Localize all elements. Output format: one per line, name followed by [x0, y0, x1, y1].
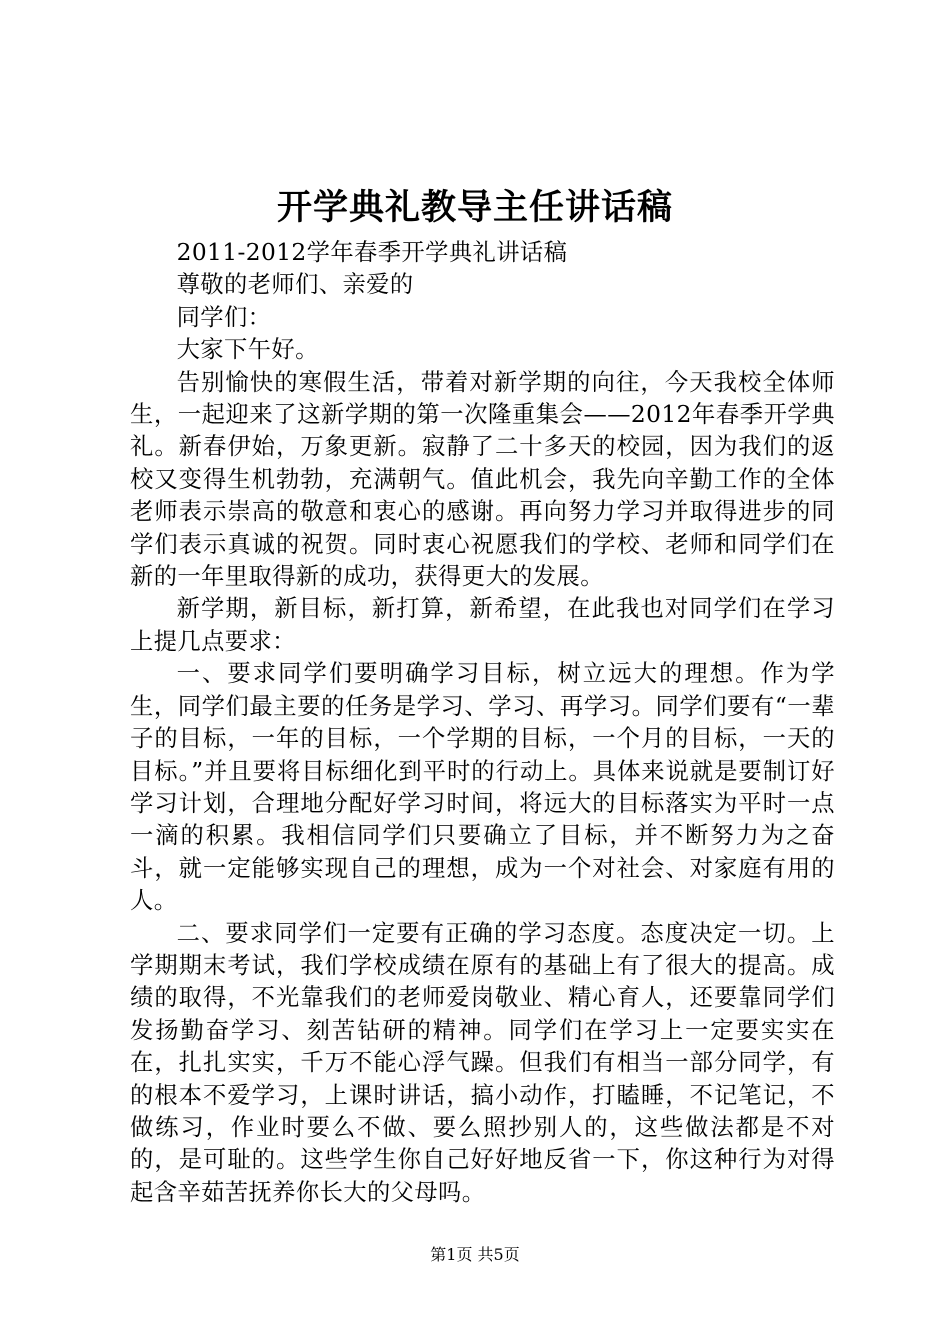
- document-body: [130, 237, 835, 1209]
- body-paragraph: 告别愉快的寒假生活，带着对新学期的向往，今天我校全体师生，一起迎来了这新学期的第一次隆重集会——2012年春季开学典礼。新春伊始，万象更新。寂静了二十多天的校园，因为我们的返校又变得生机勃勃，充满朝气。值此机会，我先向辛勤工作的全体老师表示崇高的敬意和衷心的感谢。再向努力学习并取得进步的同学们表示真诚的祝贺。同时衷心祝愿我们的学校、老师和同学们在新的一年里取得新的成功，获得更大的发展。: [130, 368, 835, 591]
- salutation-line-2: 同学们：: [176, 303, 272, 331]
- page-number-footer: 第1页 共5页: [430, 1245, 520, 1264]
- document-title: 开学典礼教导主任讲话稿: [276, 187, 673, 228]
- subtitle-paragraph: 2011-2012学年春季开学典礼讲话稿: [176, 239, 568, 266]
- salutation-line-1: 尊敬的老师们、亲爱的: [176, 271, 414, 299]
- greeting-paragraph: 大家下午好。: [176, 336, 319, 364]
- body-paragraph: 二、要求同学们一定要有正确的学习态度。态度决定一切。上学期期末考试，我们学校成绩在原有的基础上有了很大的提高。成绩的取得，不光靠我们的老师爱岗敬业、精心育人，还要靠同学们发扬勤奋学习、刻苦钻研的精神。同学们在学习上一定要实实在在，扎扎实实，千万不能心浮气躁。但我们有相当一部分同学，有的根本不爱学习，上课时讲话，搞小动作，打瞌睡，不记笔记，不做练习，作业时要么不做、要么照抄别人的，这些做法都是不对的，是可耻的。这些学生你自己好好地反省一下，你这种行为对得起含辛茹苦抚养你长大的父母吗。: [130, 919, 835, 1206]
- body-paragraph: 新学期，新目标，新打算，新希望，在此我也对同学们在学习上提几点要求：: [130, 595, 835, 655]
- body-paragraph: 一、要求同学们要明确学习目标，树立远大的理想。作为学生，同学们最主要的任务是学习、学习、再学习。同学们要有“一辈子的目标，一年的目标，一个学期的目标，一个月的目标，一天的目标。”并且要将目标细化到平时的行动上。具体来说就是要制订好学习计划，合理地分配好学习时间，将远大的目标落实为平时一点一滴的积累。我相信同学们只要确立了目标，并不断努力为之奋斗，就一定能够实现自己的理想，成为一个对社会、对家庭有用的人。: [130, 660, 835, 915]
